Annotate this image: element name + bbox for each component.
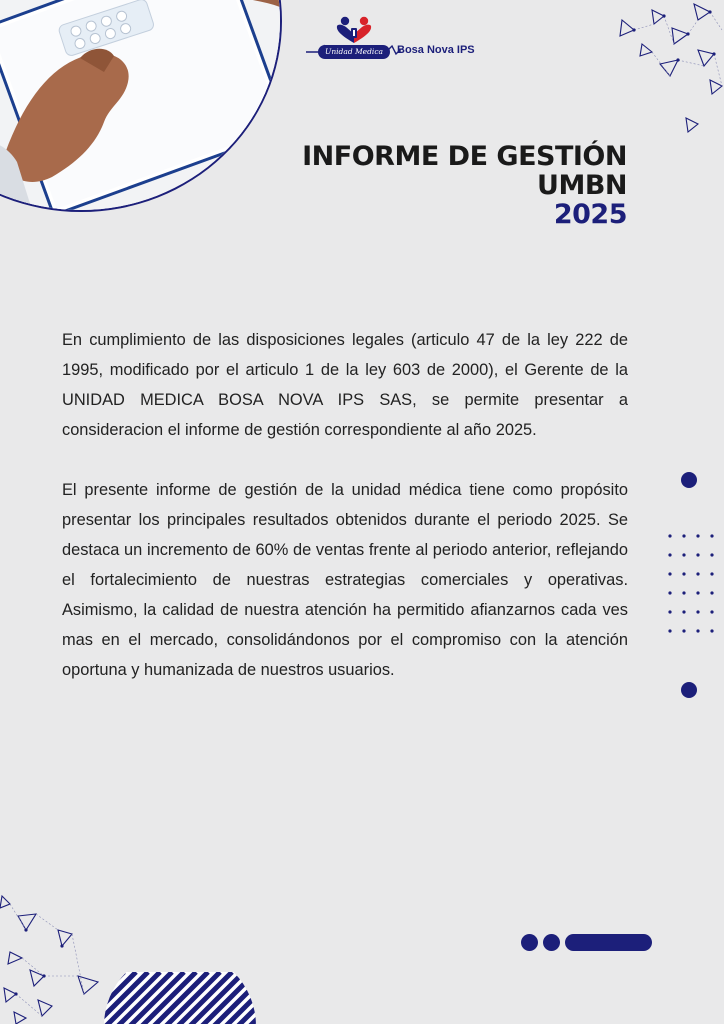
report-body — [62, 325, 628, 715]
doctor-clipboard-photo — [0, 0, 282, 212]
network-triangles-decoration-top — [612, 0, 724, 140]
title-year: 2025 — [553, 199, 627, 230]
decorative-dot-bottom — [681, 682, 697, 698]
title-line-2: UMBN — [537, 170, 627, 201]
company-logo — [306, 16, 486, 62]
dot-grid-decoration — [664, 532, 716, 636]
paragraph-results: El presente informe de gestión de la unidad médica tiene como propósito presentar los principales resultados obtenidos durante el periodo 2025. Se destaca un incremento de 60% de ventas frente al periodo anterior, reflejando el fortalecimiento de nuestras estrategias comerciales y operativas. Asimismo, la calidad de nuestra atención ha permitido afianzarnos cada ves mas en el mercado, consolidándonos por el compromiso con la atención oportuna y humanizada de nuestros usuarios. — [62, 481, 628, 679]
title-line-1: INFORME DE GESTIÓN — [302, 141, 627, 172]
decorative-dot-top — [681, 472, 697, 488]
logo-name: Bosa Nova IPS — [397, 44, 475, 56]
logo-pill-text: Unidad Medica — [325, 47, 383, 56]
network-triangles-decoration-bottom — [0, 890, 110, 1024]
striped-semicircle-decoration — [104, 972, 256, 1024]
paragraph-intro: En cumplimiento de las disposiciones legales (articulo 47 de la ley 222 de 1995, modificado por el articulo 1 de la ley 603 de 2000), el Gerente de la UNIDAD MEDICA BOSA NOVA IPS SAS, se permite presentar a consideracion el informe de gestión correspondiente al año 2025. — [62, 331, 628, 439]
decorative-dot-footer-2 — [543, 934, 560, 951]
report-title — [302, 142, 627, 229]
decorative-pill-footer — [565, 934, 652, 951]
decorative-dot-footer-1 — [521, 934, 538, 951]
